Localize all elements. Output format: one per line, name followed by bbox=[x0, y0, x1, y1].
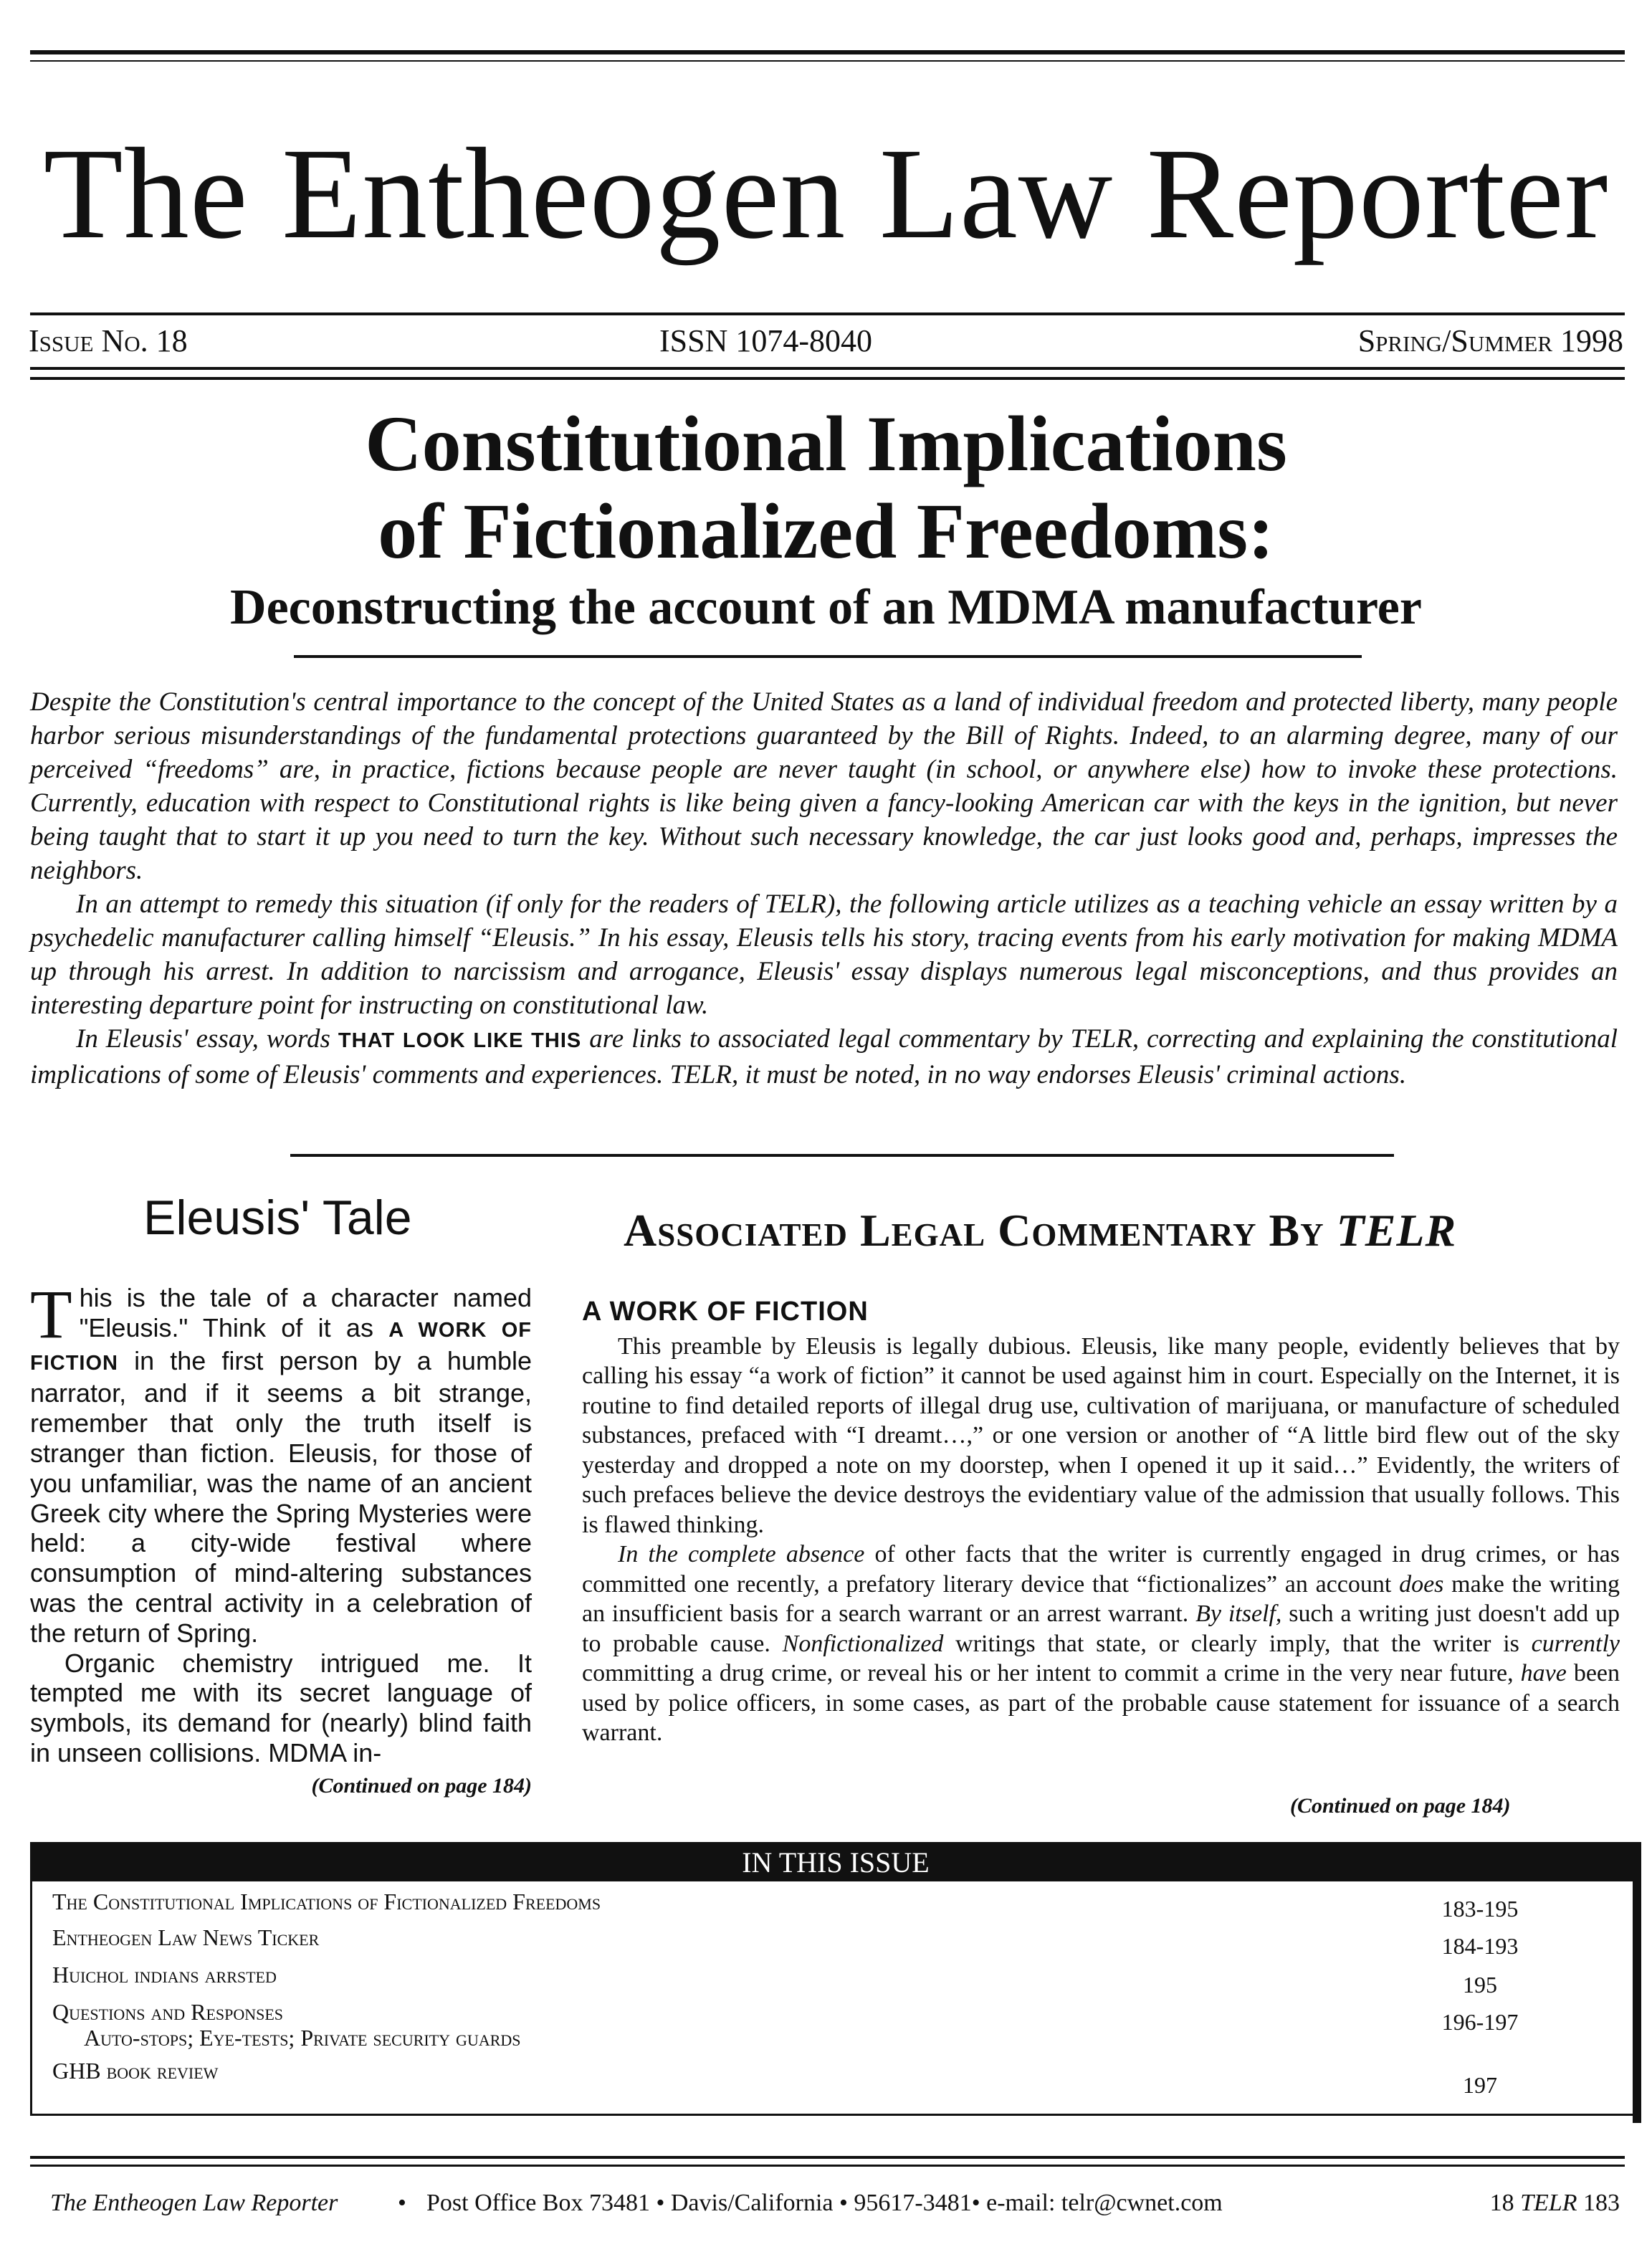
toc-subitem[interactable]: Auto-stops; Eye-tests; Private security guards bbox=[84, 2025, 521, 2051]
abstract bbox=[30, 685, 1618, 1092]
issue-rule-top bbox=[30, 312, 1625, 315]
toc-item[interactable]: Entheogen Law News Ticker bbox=[52, 1924, 320, 1950]
issue-number: Issue No. 18 bbox=[29, 323, 188, 358]
headline-rule bbox=[294, 655, 1362, 658]
abstract-paragraph-3: In Eleusis' essay, words THAT LOOK LIKE THIS are links to associated legal commentary by TELR, correcting and explaining the constitutional implications of some of Eleusis' comments and experiences. TELR, it must be noted, in no way endorses Eleusis' criminal actions. bbox=[30, 1024, 1618, 1089]
issue-bar bbox=[29, 323, 1623, 366]
footer-rule-2 bbox=[30, 2165, 1625, 2167]
left-column-title: Eleusis' Tale bbox=[143, 1190, 412, 1245]
footer-separator: • bbox=[398, 2190, 406, 2216]
toc-item[interactable]: Questions and Responses bbox=[52, 1999, 284, 2025]
masthead-title: The Entheogen Law Reporter bbox=[43, 122, 1609, 266]
toc-page: 183-195 bbox=[1441, 1896, 1519, 1922]
commentary-paragraph-2: In the complete absence of other facts that the writer is currently engaged in drug crimes, or has committed one recently, a prefatory literary device that “fictionalizes” an account does make the writing an insufficient basis for a search warrant or an arrest warrant. By itself, such a writing just doesn't add up to probable cause. Nonfictionalized writings that state, or clearly imply, that the writer is currently committing a drug crime, or reveal his or her intent to commit a crime in the very near future, have been used by police officers, in some cases, as part of the probable cause statement for issuance of a search warrant. bbox=[582, 1541, 1620, 1746]
issue-rule-bottom-1 bbox=[30, 367, 1625, 370]
left-continued: (Continued on page 184) bbox=[311, 1773, 532, 1798]
smallcaps-link-example: THAT LOOK LIKE THIS bbox=[338, 1029, 582, 1052]
issue-rule-bottom-2 bbox=[30, 377, 1625, 380]
toc-page: 197 bbox=[1463, 2072, 1497, 2098]
toc-item[interactable]: The Constitutional Implications of Fictionalized Freedoms bbox=[52, 1889, 601, 1914]
issue-season: Spring/Summer 1998 bbox=[1357, 323, 1623, 358]
footer-rule-1 bbox=[30, 2156, 1625, 2159]
abstract-paragraph-2: In an attempt to remedy this situation (if only for the readers of TELR), the following article utilizes as a teaching vehicle an essay written by a psychedelic manufacturer calling himself “Eleusis.” In his essay, Eleusis tells his story, tracing events from his early motivation for making MDMA up through his arrest. In addition to narcissism and arrogance, Eleusis' essay displays numerous legal misconceptions, and thus provides an interesting departure point for instructing on constitutional law. bbox=[30, 889, 1618, 1020]
footer-page-number: 18 TELR 183 bbox=[1489, 2190, 1620, 2216]
left-column bbox=[30, 1276, 532, 1801]
toc-page: 195 bbox=[1463, 1972, 1497, 1998]
toc-item[interactable]: Huichol indians arrsted bbox=[52, 1962, 277, 1988]
drop-cap: T bbox=[30, 1276, 72, 1352]
headline-line-2: of Fictionalized Freedoms: bbox=[378, 487, 1274, 575]
work-of-fiction-link[interactable]: A WORK OF FICTION bbox=[30, 1318, 532, 1375]
in-this-issue-box bbox=[30, 1842, 1641, 2116]
headline-subtitle: Deconstructing the account of an MDMA manufacturer bbox=[230, 580, 1422, 635]
abstract-rule bbox=[290, 1154, 1394, 1157]
commentary-section-title: A WORK OF FICTION bbox=[582, 1297, 869, 1327]
footer-address: Post Office Box 73481 • Davis/California • 95617-3481• e-mail: telr@cwnet.com bbox=[426, 2190, 1223, 2216]
toc-page: 196-197 bbox=[1441, 2009, 1519, 2035]
top-rule-thick bbox=[30, 50, 1625, 54]
left-paragraph-1: T his is the tale of a character named "Eleusis." Think of it as A WORK OF FICTION in the first person by a humble narrator, and if it seems a bit strange, remember that only the truth itself is stranger than fiction. Eleusis, for those of you unfamiliar, was the name of an ancient Greek city where the Spring Mysteries were held: a city-wide festival where consumption of mind-altering substances was the central activity in a celebration of the return of Spring. bbox=[30, 1276, 532, 1648]
left-paragraph-2: Organic chemistry intrigued me. It tempted me with its secret language of symbols, its demand for (nearly) blind faith in unseen collisions. MDMA in- bbox=[30, 1648, 532, 1767]
right-column-title: Associated Legal Commentary By TELR bbox=[624, 1205, 1457, 1256]
issn: ISSN 1074-8040 bbox=[659, 323, 873, 358]
right-column bbox=[582, 1297, 1620, 1748]
toc-header: IN THIS ISSUE bbox=[32, 1844, 1639, 1881]
right-continued: (Continued on page 184) bbox=[1290, 1794, 1511, 1818]
abstract-paragraph-1: Despite the Constitution's central importance to the concept of the United States as a land of individual freedom and protected liberty, many people harbor serious misunderstandings of the fundamental protections guaranteed by the Bill of Rights. Indeed, to an alarming degree, many of our perceived “freedoms” are, in practice, fictions because people are never taught (in school, or anywhere else) how to invoke these protections. Currently, education with respect to Constitutional rights is like being given a fancy-looking American car with the keys in the ignition, but never being taught that to start it up you need to turn the key. Without such necessary knowledge, the car just looks good and, perhaps, impresses the neighbors. bbox=[30, 687, 1618, 885]
toc-item[interactable]: GHB book review bbox=[52, 2058, 219, 2084]
headline-line-1: Constitutional Implications bbox=[365, 400, 1287, 487]
commentary-paragraph-1: This preamble by Eleusis is legally dubious. Eleusis, like many people, evidently believes that by calling his essay “a work of fiction” it cannot be used against him in court. Especially on the Internet, it is routine to find detailed reports of illegal drug use, cultivation of marijuana, or manufacture of scheduled substances, prefaced with “I dreamt…,” or one version or another of “A little bird flew out of the sky yesterday and dropped a note on my doorstep, when I opened it up it said…” Evidently, the writers of such prefaces believe the device destroys the evidentiary value of the admission that usually follows. This is flawed thinking. bbox=[582, 1332, 1620, 1538]
top-rule-thin bbox=[30, 60, 1625, 62]
footer-publication: The Entheogen Law Reporter bbox=[50, 2190, 338, 2216]
toc-page: 184-193 bbox=[1441, 1933, 1519, 1959]
